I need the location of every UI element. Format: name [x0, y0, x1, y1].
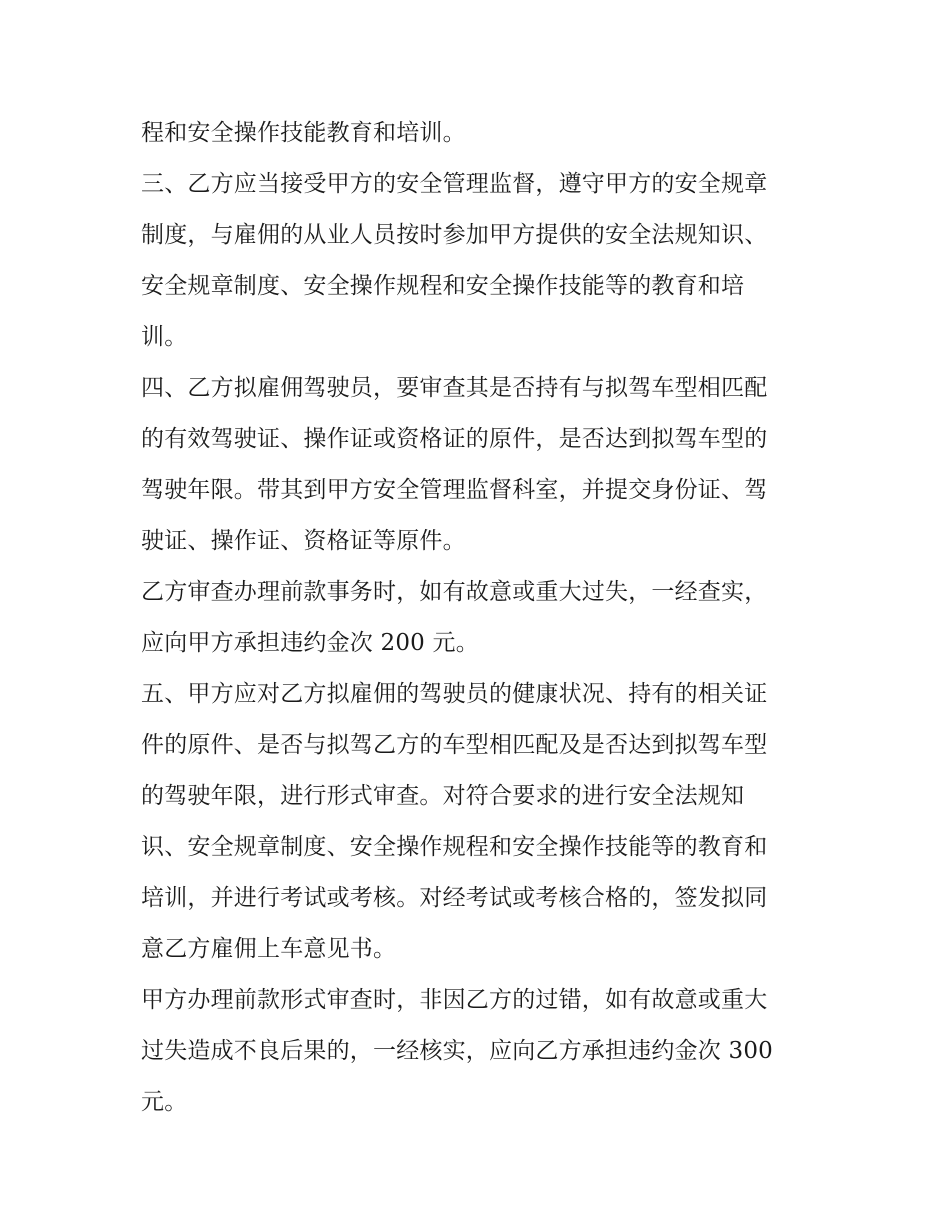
text-line: 的有效驾驶证、操作证或资格证的原件，是否达到拟驾车型的 [141, 426, 768, 452]
text-line: 制度，与雇佣的从业人员按时参加甲方提供的安全法规知识、 [141, 222, 768, 248]
text-line: 程和安全操作技能教育和培训。 [141, 120, 466, 146]
document-body [141, 108, 821, 1128]
text-line: 训。 [141, 324, 188, 350]
text-line: 五、甲方应对乙方拟雇佣的驾驶员的健康状况、持有的相关证 [141, 681, 768, 707]
text-line: 过失造成不良后果的，一经核实，应向乙方承担违约金次 300 [141, 1038, 774, 1064]
text-line: 甲方办理前款形式审查时，非因乙方的过错，如有故意或重大 [141, 987, 768, 1013]
text-line: 的驾驶年限，进行形式审查。对符合要求的进行安全法规知 [141, 783, 745, 809]
text-line: 三、乙方应当接受甲方的安全管理监督，遵守甲方的安全规章 [141, 171, 768, 197]
text-line: 驶证、操作证、资格证等原件。 [141, 528, 466, 554]
text-line: 件的原件、是否与拟驾乙方的车型相匹配及是否达到拟驾车型 [141, 732, 768, 758]
text-line: 安全规章制度、安全操作规程和安全操作技能等的教育和培 [141, 273, 745, 299]
text-line: 识、安全规章制度、安全操作规程和安全操作技能等的教育和 [141, 834, 768, 860]
text-line: 应向甲方承担违约金次 200 元。 [141, 630, 479, 656]
text-line: 乙方审查办理前款事务时，如有故意或重大过失，一经查实， [141, 579, 768, 605]
text-line: 培训，并进行考试或考核。对经考试或考核合格的，签发拟同 [141, 885, 768, 911]
text-line: 驾驶年限。带其到甲方安全管理监督科室，并提交身份证、驾 [141, 477, 768, 503]
text-line: 元。 [141, 1089, 188, 1115]
text-line: 意乙方雇佣上车意见书。 [141, 936, 397, 962]
text-line: 四、乙方拟雇佣驾驶员，要审查其是否持有与拟驾车型相匹配 [141, 375, 768, 401]
